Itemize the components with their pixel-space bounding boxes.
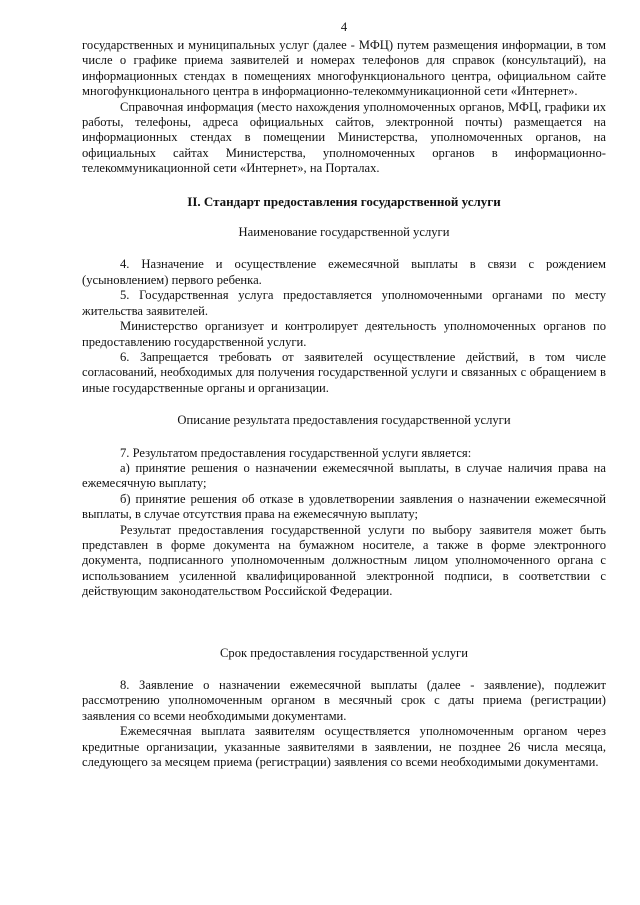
paragraph-item-7b: б) принятие решения об отказе в удовлетворении заявления о назначении ежемесячной выплаты, в случае отсутствия права на ежемесячную выплату; bbox=[82, 491, 606, 522]
document-page bbox=[82, 20, 606, 770]
paragraph-item-8: 8. Заявление о назначении ежемесячной выплаты (далее - заявление), подлежит рассмотрению уполномоченным органом в месячный срок с даты приема (регистрации) заявления со всеми необходимыми документами. bbox=[82, 678, 606, 723]
paragraph-reference-info: Справочная информация (место нахождения уполномоченных органов, МФЦ, графики их работы, телефоны, адреса официальных сайтов, электронной почты) размещается на информационных стендах в помещении Министерства, уполномоченных органов, на официальных сайтах Министерства, уполномоченных органов в информационно-телекоммуникационной сети «Интернет», на Порталах. bbox=[82, 99, 606, 176]
paragraph-ministry: Министерство организует и контролирует деятельность уполномоченных органов по предоставлению государственной услуги. bbox=[82, 319, 606, 349]
paragraph-payment: Ежемесячная выплата заявителям осуществляется уполномоченным органом через кредитные организации, указанные заявителями в заявлении, не позднее 26 числа месяца, следующего за месяцем приема (регистрации) заявления со всеми необходимыми документами. bbox=[82, 724, 606, 770]
subsection-title-result: Описание результата предоставления государственной услуги bbox=[177, 413, 511, 428]
subsection-title-term: Срок предоставления государственной услуги bbox=[220, 645, 468, 660]
paragraph-item-4: 4. Назначение и осуществление ежемесячной выплаты в связи с рождением (усыновлением) первого ребенка. bbox=[82, 257, 606, 287]
section-title: II. Стандарт предоставления государственной услуги bbox=[187, 193, 501, 209]
page-number: 4 bbox=[340, 20, 348, 34]
paragraph-item-5: 5. Государственная услуга предоставляется уполномоченными органами по месту жительства заявителей. bbox=[82, 288, 606, 318]
subsection-title-name: Наименование государственной услуги bbox=[238, 225, 450, 240]
paragraph-item-7: 7. Результатом предоставления государственной услуги является: bbox=[120, 445, 472, 460]
paragraph-result-form: Результат предоставления государственной услуги по выбору заявителя может быть представлен в форме документа на бумажном носителе, а также в форме электронного документа, подписанного уполномоченным должностным лицом уполномоченного органа с использованием усиленной квалифицированной электронной подписи, в соответствии с действующим законодательством Российской Федерации. bbox=[82, 522, 606, 599]
paragraph-item-7a: а) принятие решения о назначении ежемесячной выплаты, в случае наличия права на ежемесячную выплату; bbox=[82, 460, 606, 491]
paragraph-mfc-info: государственных и муниципальных услуг (далее - МФЦ) путем размещения информации, в том числе о графике приема заявителей и номерах телефонов для справок (консультаций), на информационных стендах в помещениях многофункционального центра, официальном сайте многофункционального центра в информационно-телекоммуникационной сети «Интернет». bbox=[82, 38, 606, 99]
paragraph-item-6: 6. Запрещается требовать от заявителей осуществление действий, в том числе согласований, необходимых для получения государственной услуги и связанных с обращением в иные государственные органы и организации. bbox=[82, 349, 606, 395]
